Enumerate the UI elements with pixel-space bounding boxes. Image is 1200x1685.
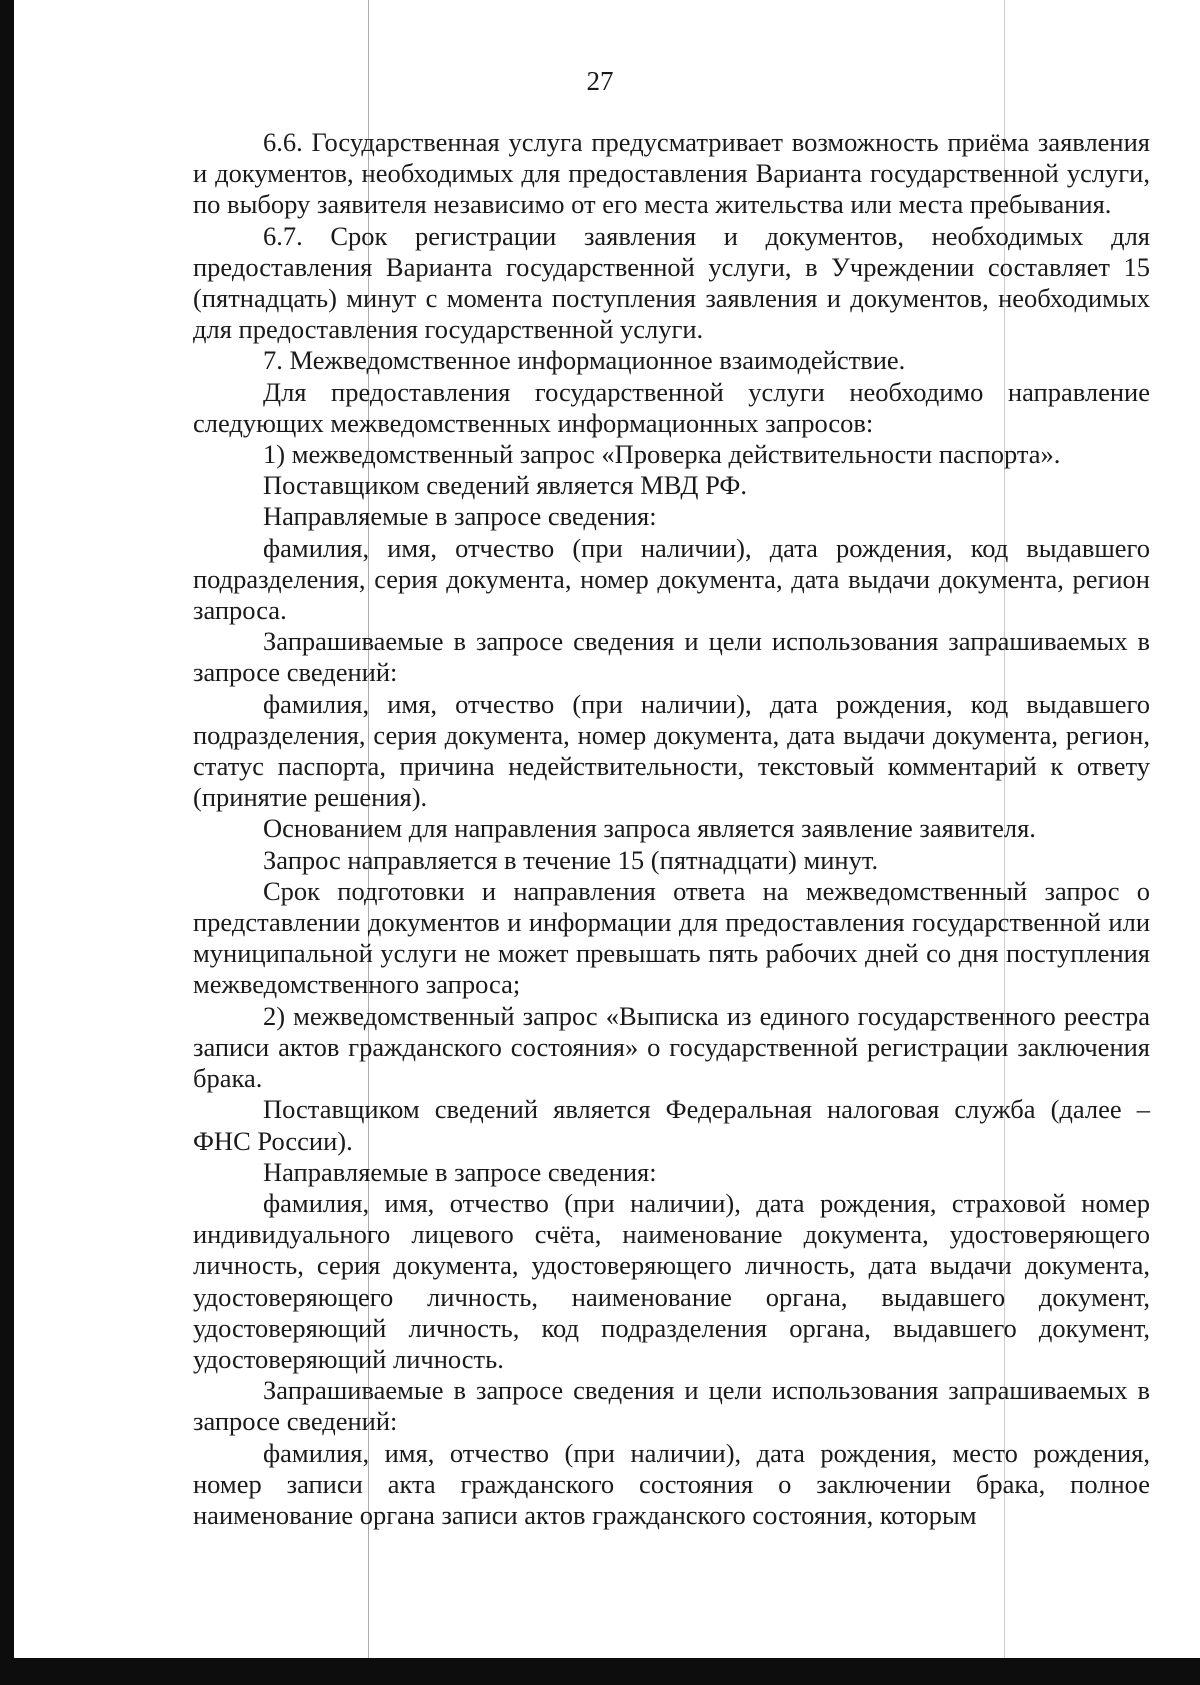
scan-border-bottom (0, 1658, 1200, 1685)
paragraph: Запрос направляется в течение 15 (пятнадцати) минут. (263, 844, 879, 875)
paragraph: Направляемые в запросе сведения: (263, 1156, 657, 1187)
paragraph: Направляемые в запросе сведения: (263, 501, 657, 532)
paragraph: фамилия, имя, отчество (при наличии), дата рождения, страховой номер индивидуального лицевого счёта, наименование документа, удостоверяющего личность, серия документа, удостоверяющего личность, дата выдачи документа, удостоверяющего личность, наименование органа, выдавшего документ, удостоверяющий личность, код подразделения органа, выдавшего документ, удостоверяющий личность. (193, 1187, 1150, 1374)
document-body (193, 127, 1150, 1531)
paragraph: фамилия, имя, отчество (при наличии), дата рождения, код выдавшего подразделения, серия документа, номер документа, дата выдачи документа, регион запроса. (193, 532, 1150, 626)
section-heading-7: 7. Межведомственное информационное взаимодействие. (263, 345, 906, 376)
paragraph: Запрашиваемые в запросе сведения и цели использования запрашиваемых в запросе сведений: (193, 1375, 1150, 1437)
list-item-request-2: 2) межведомственный запрос «Выписка из единого государственного реестра записи актов гражданского состояния» о государственной регистрации заключения брака. (193, 1000, 1150, 1094)
paragraph: Срок подготовки и направления ответа на межведомственный запрос о представлении документов и информации для предоставления государственной или муниципальной услуги не может превышать пять рабочих дней со дня поступления межведомственного запроса; (193, 875, 1150, 1000)
paragraph: Запрашиваемые в запросе сведения и цели использования запрашиваемых в запросе сведений: (193, 626, 1150, 688)
list-item-request-1: 1) межведомственный запрос «Проверка действительности паспорта». (263, 439, 1061, 470)
paragraph: Основанием для направления запроса является заявление заявителя. (263, 813, 1036, 844)
scan-border-left (0, 0, 14, 1685)
paragraph: Поставщиком сведений является Федеральная налоговая служба (далее – ФНС России). (193, 1094, 1150, 1156)
paragraph: Для предоставления государственной услуги необходимо направление следующих межведомственных информационных запросов: (193, 376, 1150, 438)
paragraph-6-6: 6.6. Государственная услуга предусматривает возможность приёма заявления и документов, необходимых для предоставления Варианта государственной услуги, по выбору заявителя независимо от его места жительства или места пребывания. (193, 127, 1150, 220)
paragraph: Поставщиком сведений является МВД РФ. (263, 470, 747, 501)
page-number: 27 (586, 66, 614, 96)
paragraph: фамилия, имя, отчество (при наличии), дата рождения, место рождения, номер записи акта гражданского состояния о заключении брака, полное наименование органа записи актов гражданского состояния, которым (193, 1437, 1150, 1530)
paragraph: фамилия, имя, отчество (при наличии), дата рождения, код выдавшего подразделения, серия документа, номер документа, дата выдачи документа, регион, статус паспорта, причина недействительности, текстовый комментарий к ответу (принятие решения). (193, 688, 1150, 813)
paragraph-6-7: 6.7. Срок регистрации заявления и документов, необходимых для предоставления Варианта государственной услуги, в Учреждении составляет 15 (пятнадцать) минут с момента поступления заявления и документов, необходимых для предоставления государственной услуги. (193, 220, 1150, 345)
